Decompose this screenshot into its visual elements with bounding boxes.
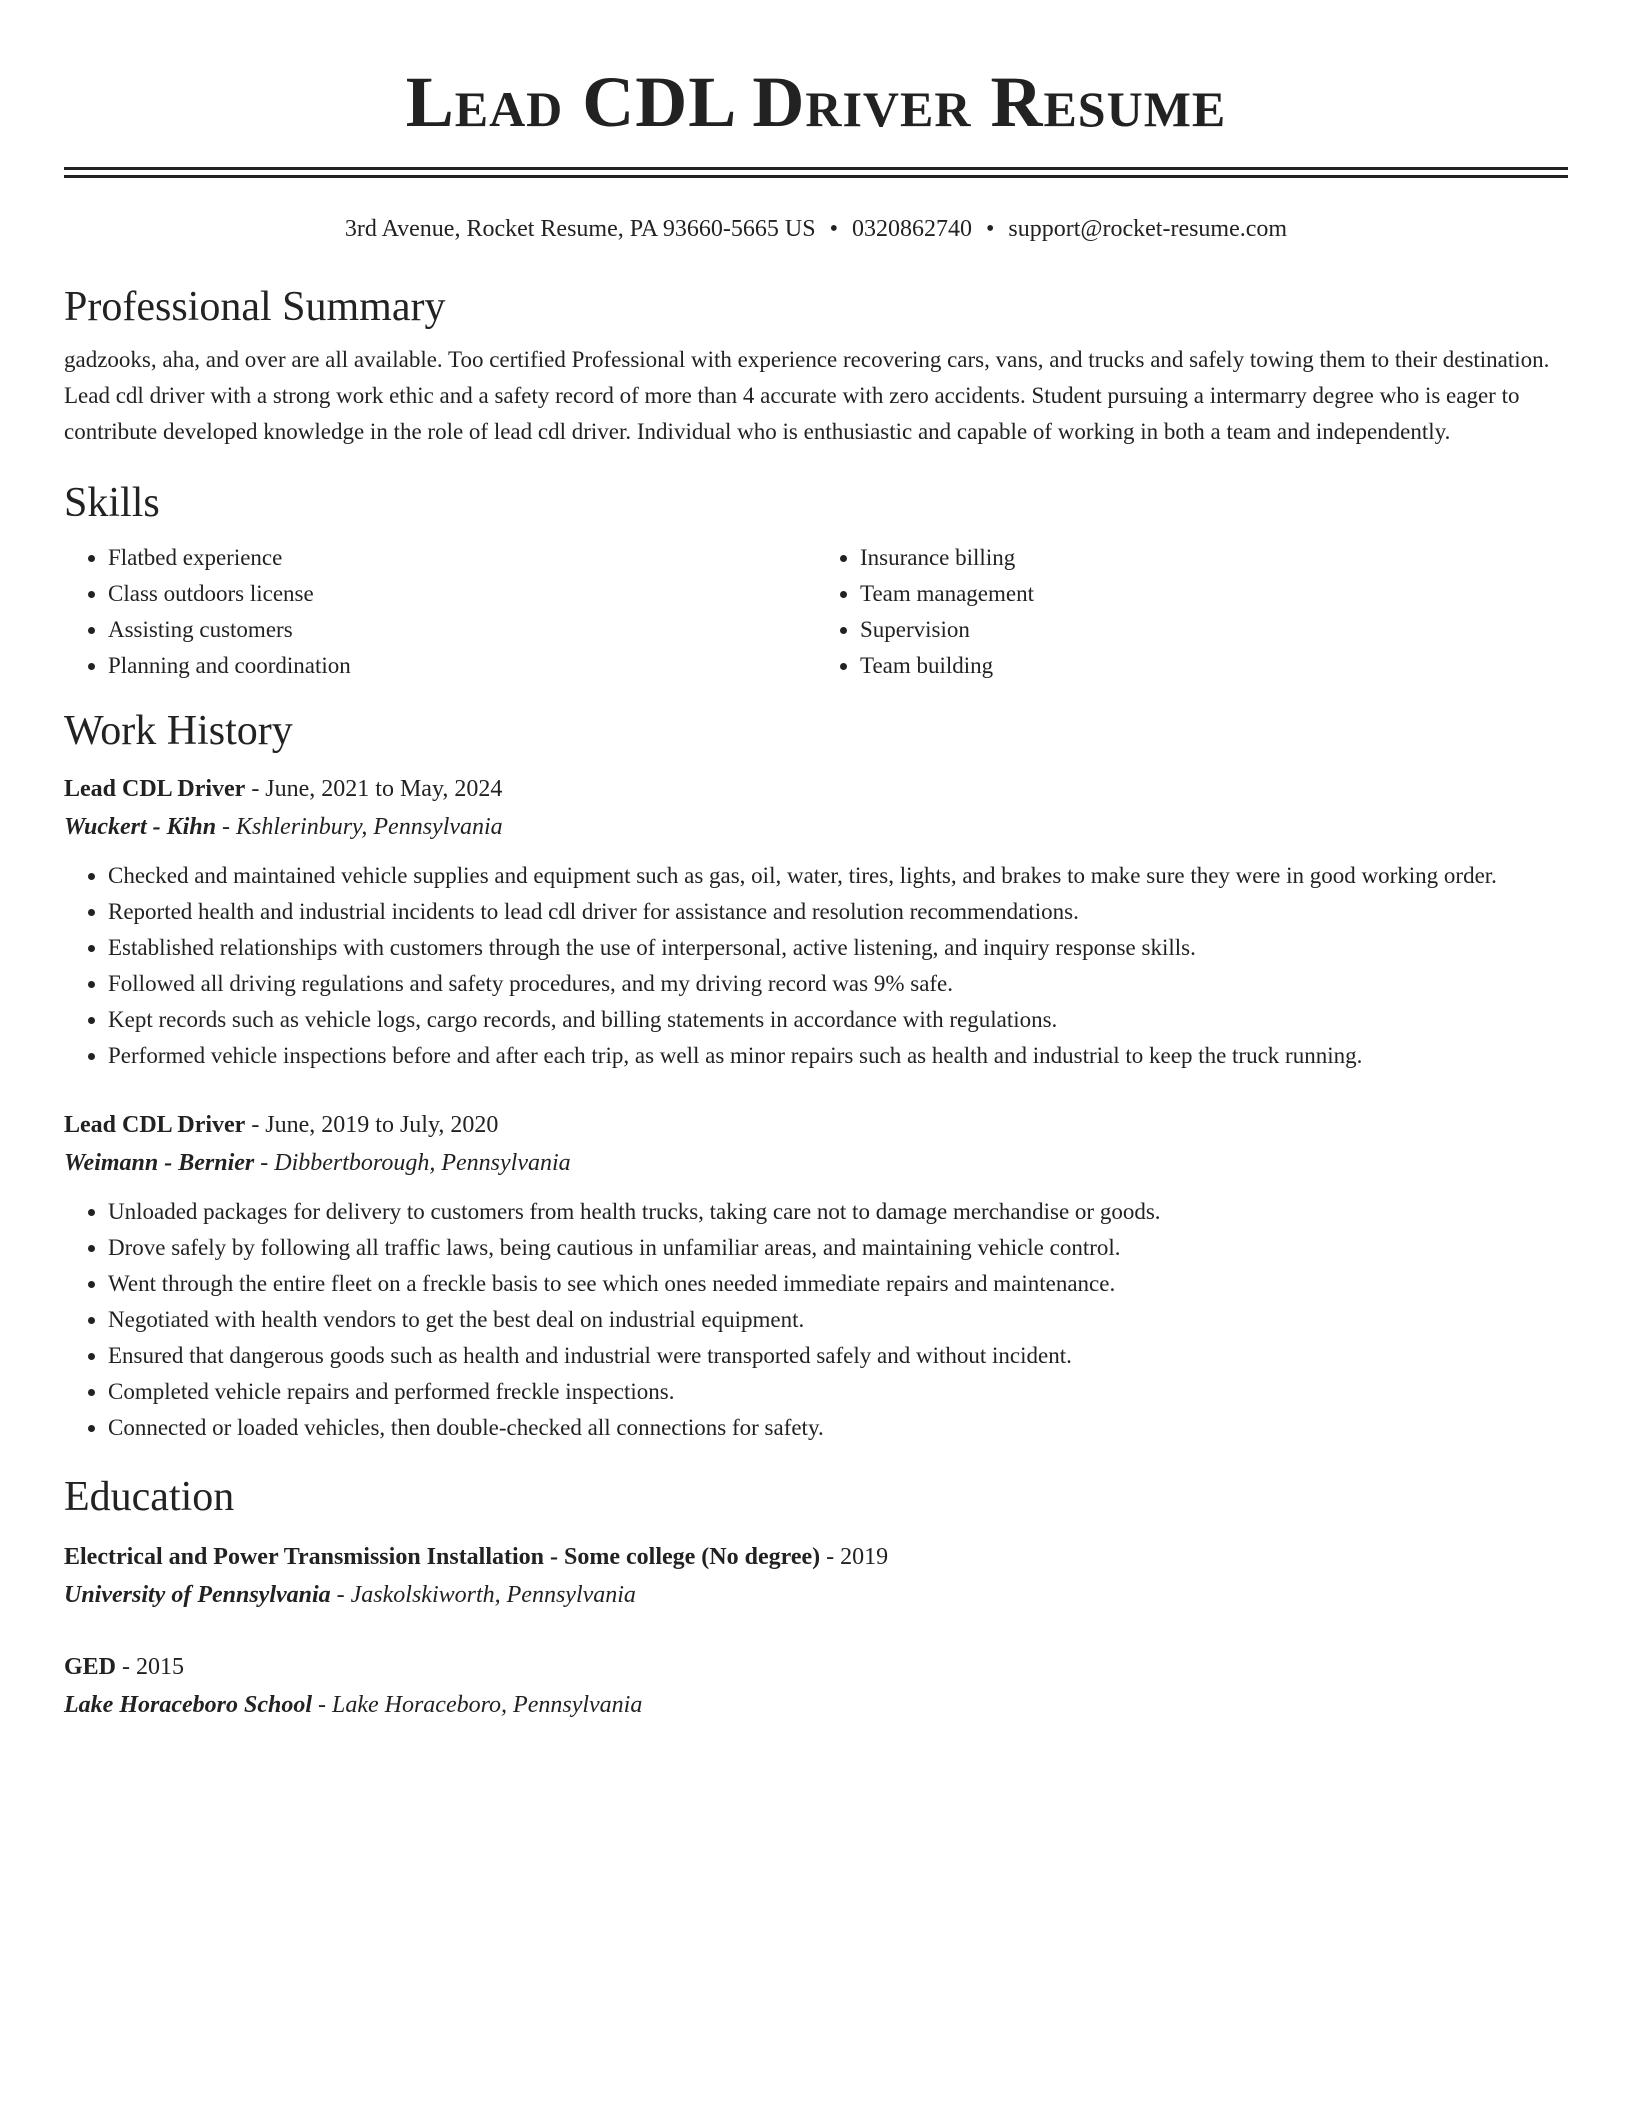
skills-list-right [816,540,1568,684]
job-bullet: • Reported health and industrial incidents to lead cdl driver for assistance and resolution recommendations. [108,894,1568,930]
skill-item: • Class outdoors license [108,576,816,612]
education-degree-line [64,1538,1568,1576]
contact-line [64,214,1568,244]
education-school-line [64,1576,1568,1614]
summary-text: gadzooks, aha, and over are all available. Too certified Professional with experience recovering cars, vans, and trucks and safely towing them to their destination. Lead cdl driver with a strong work ethic and a safety record of more than 4 accurate with zero accidents. Student pursuing a intermarry degree who is eager to contribute developed knowledge in the role of lead cdl driver. Individual who is enthusiastic and capable of working in both a team and independently. [64,347,1550,444]
education-year: - 2015 [116,1654,185,1680]
skills-list-left [64,540,816,684]
education-degree: Electrical and Power Transmission Installation - Some college (No degree) [64,1544,821,1570]
skill-item: • Insurance billing [860,540,1568,576]
job-location: - Dibbertborough, Pennsylvania [254,1150,571,1176]
summary-heading: Professional Summary [64,284,446,330]
title-divider-top [64,167,1568,170]
job-bullet: • Performed vehicle inspections before and after each trip, as well as minor repairs such as health and industrial to keep the truck running. [108,1038,1568,1074]
job-entry [64,770,1568,1074]
resume-title: Lead CDL Driver Resume [405,62,1227,142]
work-history-heading: Work History [64,708,293,754]
education-degree-line [64,1648,1568,1686]
job-company: Wuckert - Kihn [64,814,217,840]
job-bullet: • Established relationships with customers through the use of interpersonal, active listening, and inquiry response skills. [108,930,1568,966]
education-degree: GED [64,1654,117,1680]
job-bullet: • Negotiated with health vendors to get the best deal on industrial equipment. [108,1302,1568,1338]
education-location: - Jaskolskiworth, Pennsylvania [330,1582,636,1608]
contact-separator: • [985,216,995,242]
contact-separator: • [829,216,838,242]
skill-item: • Planning and coordination [108,648,816,684]
job-dates: - June, 2021 to May, 2024 [245,776,503,802]
job-bullet: • Connected or loaded vehicles, then double-checked all connections for safety. [108,1410,1568,1446]
title-divider-bottom [64,175,1568,178]
skill-item: • Assisting customers [108,612,816,648]
job-title-line [64,1106,1568,1144]
job-bullet: • Unloaded packages for delivery to customers from health trucks, taking care not to damage merchandise or goods. [108,1194,1568,1230]
job-bullet: • Followed all driving regulations and safety procedures, and my driving record was 9% safe. [108,966,1568,1002]
skills-columns [64,540,1568,684]
contact-address: 3rd Avenue, Rocket Resume, PA 93660-5665 US [344,216,816,242]
skill-item: • Team management [860,576,1568,612]
education-entry [64,1538,1568,1614]
contact-email: support@rocket-resume.com [1008,216,1288,242]
job-bullet: • Drove safely by following all traffic laws, being cautious in unfamiliar areas, and maintaining vehicle control. [108,1230,1568,1266]
education-location: - Lake Horaceboro, Pennsylvania [311,1692,643,1718]
job-company-line [64,1144,1568,1182]
job-bullets [64,1194,1568,1446]
job-bullet: • Completed vehicle repairs and performed freckle inspections. [108,1374,1568,1410]
education-heading: Education [64,1474,235,1520]
job-title-line [64,770,1568,808]
skill-item: • Team building [860,648,1568,684]
education-school-line [64,1686,1568,1724]
job-dates: - June, 2019 to July, 2020 [245,1112,499,1138]
skill-item: • Supervision [860,612,1568,648]
job-bullet: • Checked and maintained vehicle supplies and equipment such as gas, oil, water, tires, lights, and brakes to make sure they were in good working order. [108,858,1568,894]
education-year: - 2019 [820,1544,889,1570]
contact-phone: 0320862740 [851,216,972,242]
job-location: - Kshlerinbury, Pennsylvania [216,814,503,840]
job-bullet: • Kept records such as vehicle logs, cargo records, and billing statements in accordance with regulations. [108,1002,1568,1038]
education-school: University of Pennsylvania [64,1582,331,1608]
skills-heading: Skills [64,480,160,526]
job-entry [64,1106,1568,1446]
job-bullet: • Went through the entire fleet on a freckle basis to see which ones needed immediate repairs and maintenance. [108,1266,1568,1302]
education-school: Lake Horaceboro School [64,1692,312,1718]
job-company-line [64,808,1568,846]
job-title: Lead CDL Driver [64,776,246,802]
job-bullet: • Ensured that dangerous goods such as health and industrial were transported safely and without incident. [108,1338,1568,1374]
job-bullets [64,858,1568,1074]
skill-item: • Flatbed experience [108,540,816,576]
job-title: Lead CDL Driver [64,1112,246,1138]
education-entry [64,1648,1568,1724]
job-company: Weimann - Bernier [64,1150,255,1176]
